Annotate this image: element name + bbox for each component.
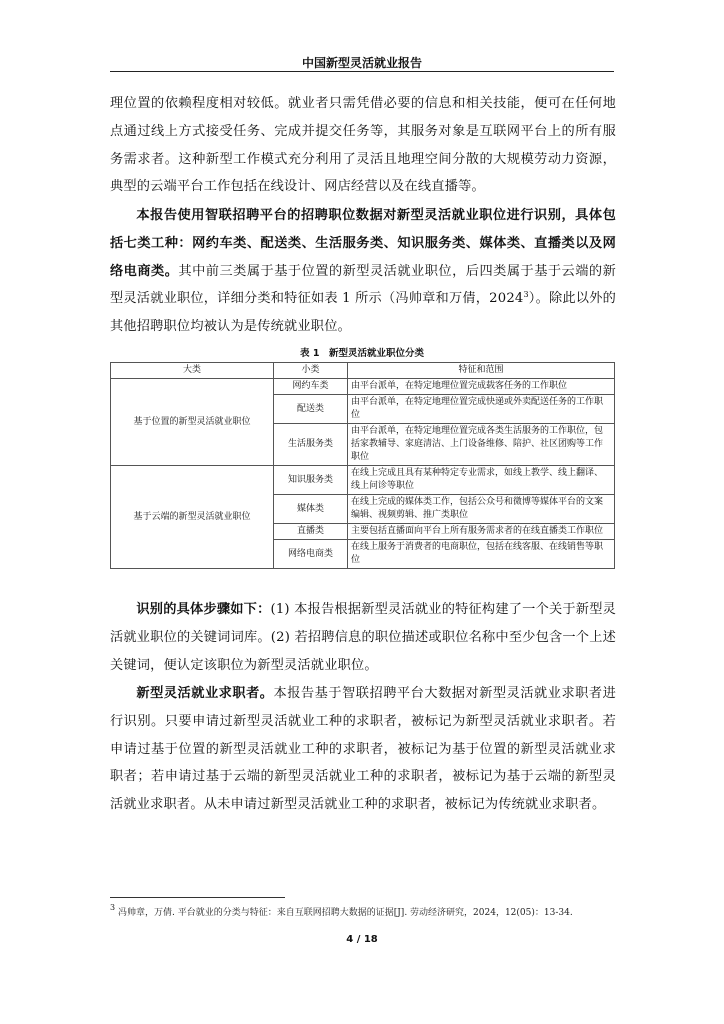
paragraph-4-block: [110, 680, 616, 819]
table-title: 表 1 新型灵活就业职位分类: [300, 348, 424, 359]
subcategory-cell: 知识服务类: [274, 466, 348, 495]
paragraph-3: [110, 596, 616, 679]
paragraph-4-text: 本报告基于智联招聘平台大数据对新型灵活就业求职者进行识别。只要申请过新型灵活就业工种的求职者，被标记为新型灵活就业求职者。若申请过基于位置的新型灵活就业工种的求职者，被标记为基于位置的新型灵活就业求职者；若申请过基于云端的新型灵活就业工种的求职者，被标记为基于云端的新型灵活就业求职者。从未申请过新型灵活就业工种的求职者，被标记为传统就业求职者。: [110, 686, 616, 813]
table-row: [111, 379, 615, 395]
paragraph-2: [110, 202, 616, 341]
paragraph-4-bold: 新型灵活就业求职者。: [136, 686, 274, 701]
paragraph-2-block: [110, 202, 616, 341]
paragraph-continuation: [110, 90, 616, 201]
description-cell: 在线上服务于消费者的电商职位，包括在线客服、在线销售等职位: [348, 540, 615, 569]
paragraph-3-block: [110, 596, 616, 679]
description-cell: 在线上完成的媒体类工作，包括公众号和微博等媒体平台的文案编辑、视频剪辑、推广类职位: [348, 495, 615, 524]
subcategory-cell: 网络电商类: [274, 540, 348, 569]
subcategory-cell: 网约车类: [274, 379, 348, 395]
paragraph-4: [110, 680, 616, 819]
description-cell: 由平台派单，在特定地理位置完成各类生活服务的工作职位，包括家教辅导、家庭清洁、上门设备维修、陪护、社区团购等工作职位: [348, 424, 615, 466]
header-rule: [110, 71, 614, 72]
paragraph-1: 理位置的依赖程度相对较低。就业者只需凭借必要的信息和相关技能，便可在任何地点通过线上方式接受任务、完成并提交任务等，其服务对象是互联网平台上的所有服务需求者。这种新型工作模式充分利用了灵活且地理空间分散的大规模劳动力资源，典型的云端平台工作包括在线设计、网店经营以及在线直播等。: [110, 96, 616, 195]
description-cell: 由平台派单，在特定地理位置完成快递或外卖配送任务的工作职位: [348, 395, 615, 424]
paragraph-2-text: 其中前三类属于基于位置的新型灵活就业职位，后四类属于基于云端的新型灵活就业职位，详细分类和特征如表 1 所示（冯帅章和万倩，2024: [110, 263, 616, 307]
subcategory-cell: 配送类: [274, 395, 348, 424]
footnote-ref: 3: [523, 290, 529, 300]
category-cell: 基于位置的新型灵活就业职位: [111, 379, 274, 466]
footnote-rule: [110, 897, 285, 898]
category-cell: 基于云端的新型灵活就业职位: [111, 466, 274, 569]
subcategory-cell: 媒体类: [274, 495, 348, 524]
header-subcategory: 小类: [274, 363, 348, 379]
description-cell: 主要包括直播面向平台上所有服务需求者的在线直播类工作职位: [348, 524, 615, 540]
paragraph-3-text: (1) 本报告根据新型灵活就业的特征构建了一个关于新型灵活就业职位的关键词词库。(2) 若招聘信息的职位描述或职位名称中至少包含一个上述关键词，便认定该职位为新型灵活就业职位。: [110, 602, 616, 673]
header-description: 特征和范围: [348, 363, 615, 379]
header-category: 大类: [111, 363, 274, 379]
footnote-mark: 3: [110, 903, 116, 912]
paragraph-2-end: ）。除此以外的其他招聘职位均被认为是传统就业职位。: [110, 291, 616, 335]
running-header: 中国新型灵活就业报告: [301, 56, 422, 70]
footnote: [110, 903, 616, 920]
job-classification-table: [110, 362, 615, 569]
subcategory-cell: 直播类: [274, 524, 348, 540]
footnote-text: 冯帅章，万倩. 平台就业的分类与特征：来自互联网招聘大数据的证据[J]. 劳动经济研究，2024，12(05)：13-34.: [117, 908, 573, 918]
table-header-row: [111, 363, 615, 379]
description-cell: 由平台派单，在特定地理位置完成载客任务的工作职位: [348, 379, 615, 395]
subcategory-cell: 生活服务类: [274, 424, 348, 466]
paragraph-3-bold: 识别的具体步骤如下：: [136, 602, 271, 617]
description-cell: 在线上完成且具有某种特定专业需求，如线上教学、线上翻译、线上问诊等职位: [348, 466, 615, 495]
page-number: 4 / 18: [346, 934, 378, 945]
paragraph-2-bold: 本报告使用智联招聘平台的招聘职位数据对新型灵活就业职位进行识别，具体包括七类工种：网约车类、配送类、生活服务类、知识服务类、媒体类、直播类以及网络电商类。: [110, 208, 616, 279]
table-row: [111, 466, 615, 495]
